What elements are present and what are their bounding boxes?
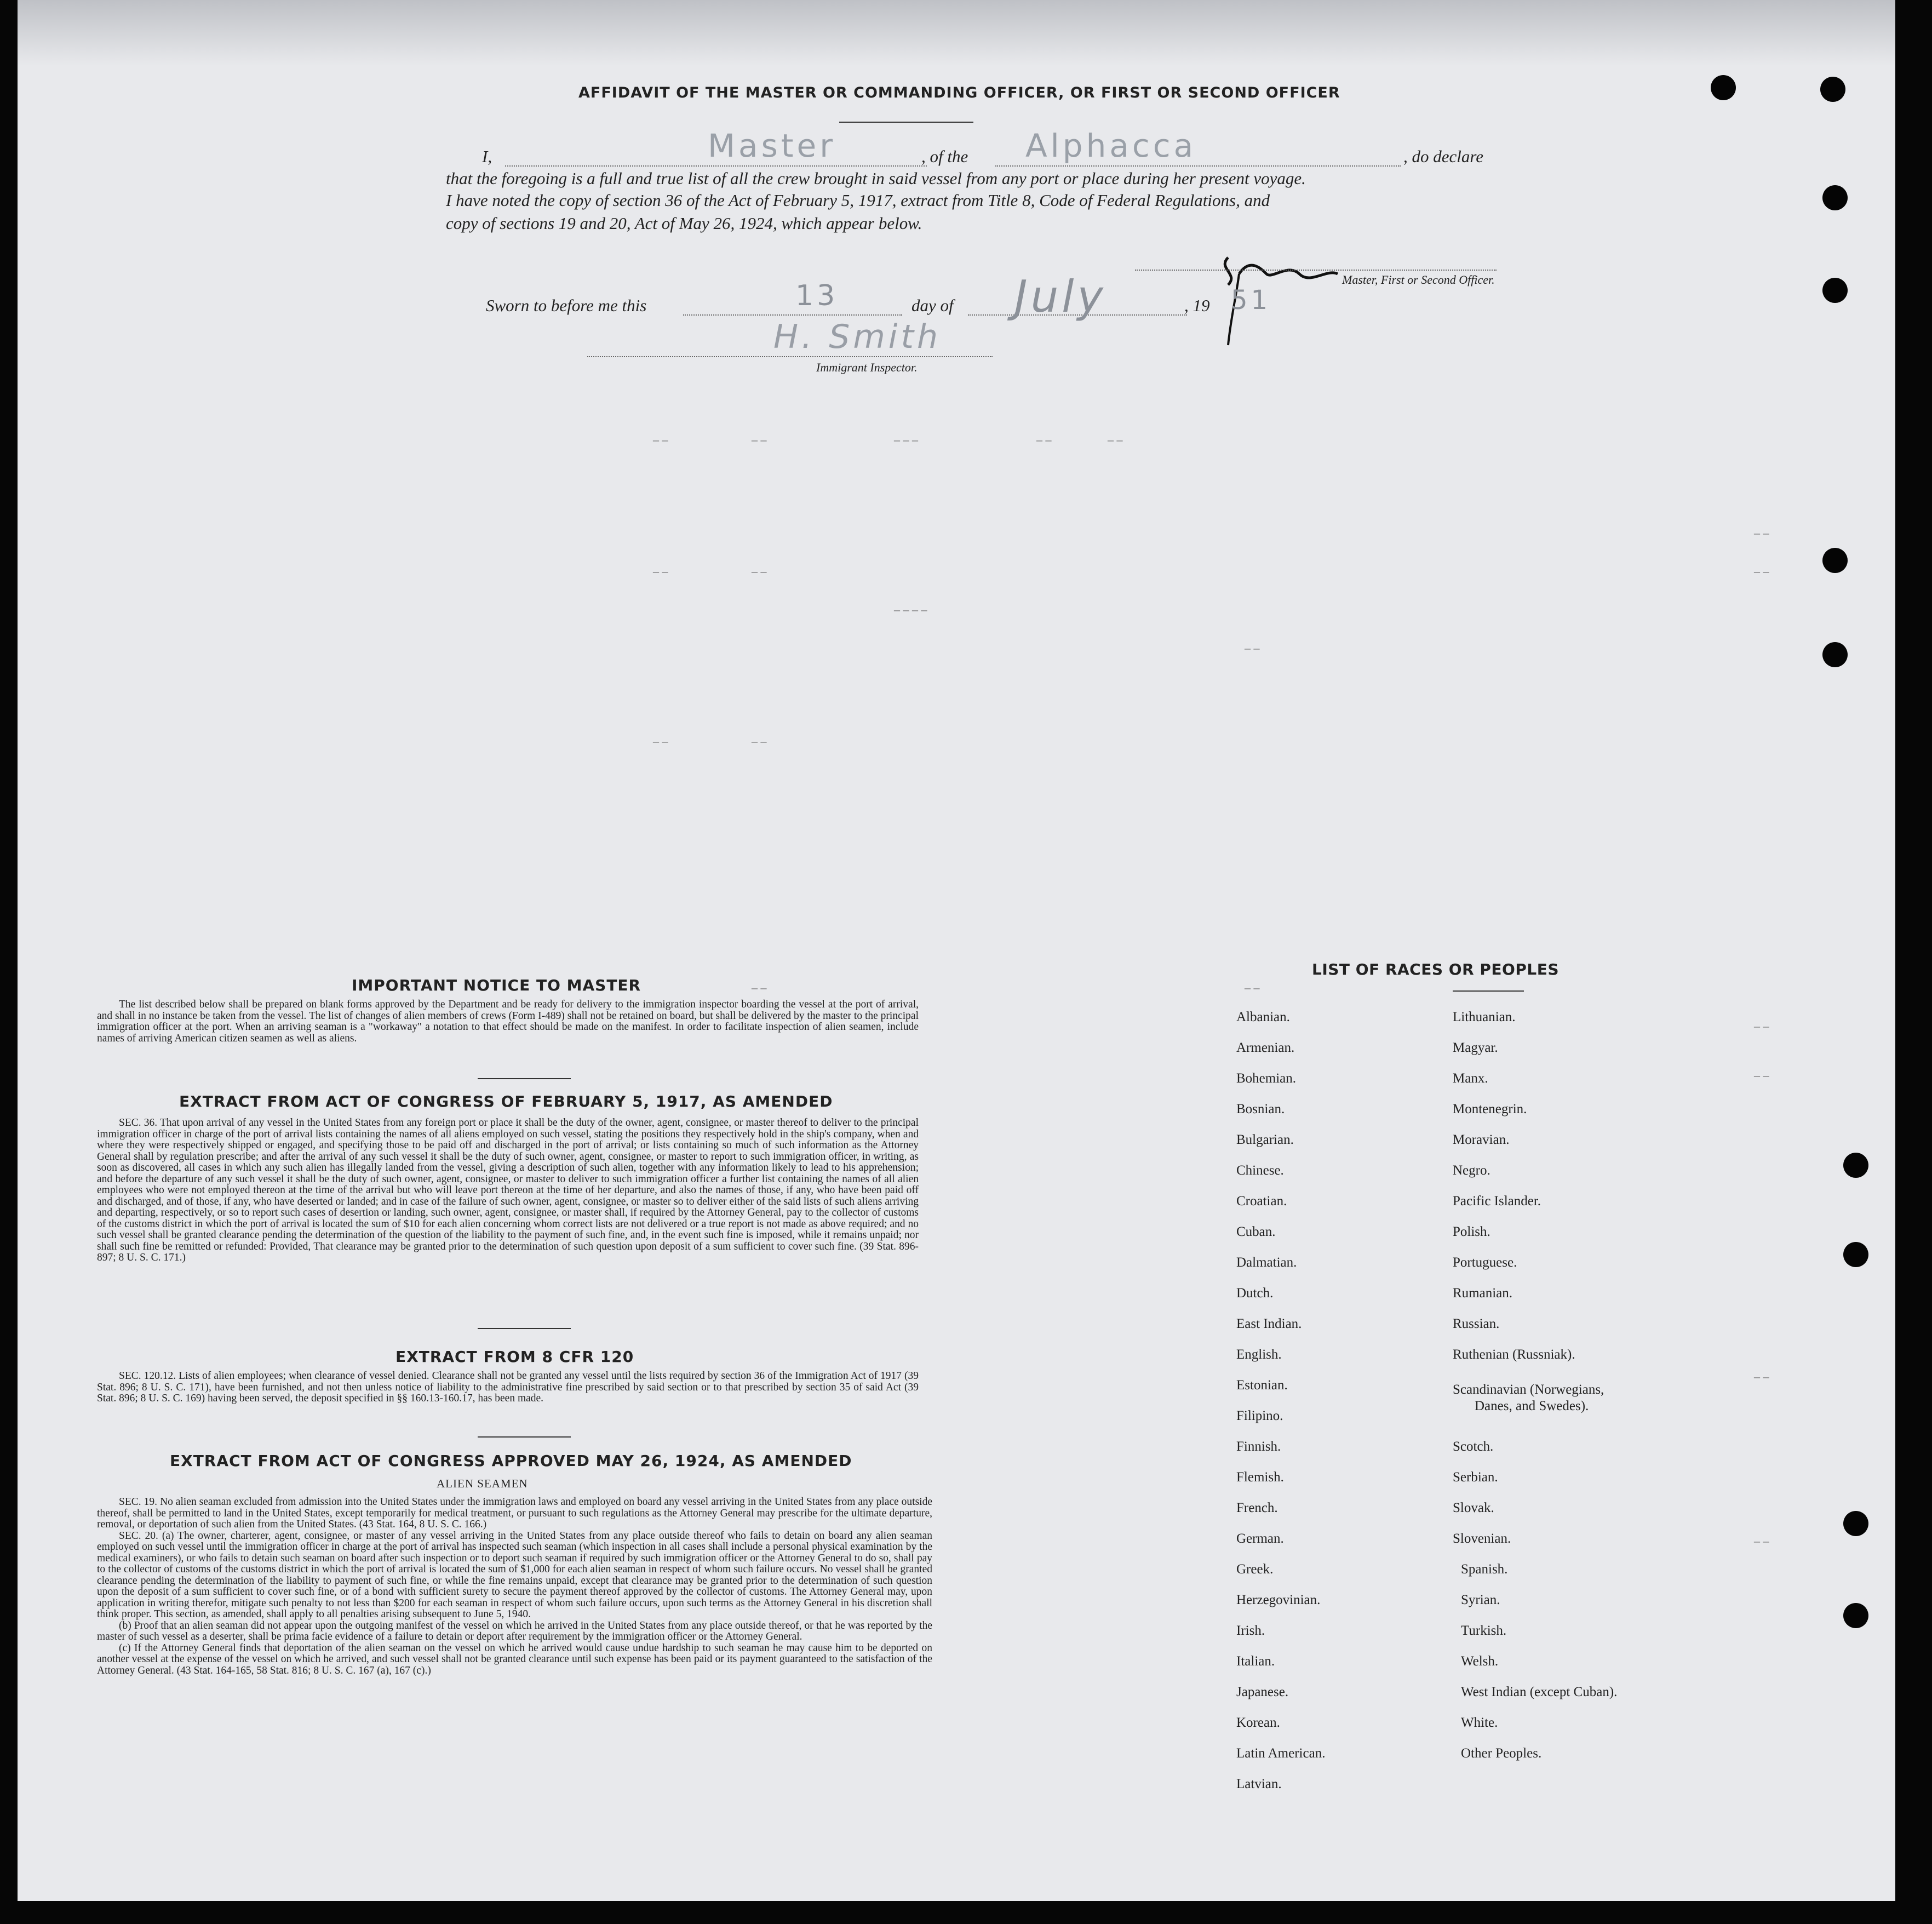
bleed-mark: – – xyxy=(653,433,668,446)
race-left-item: Albanian. xyxy=(1236,1010,1290,1024)
race-left-item: German. xyxy=(1236,1531,1284,1546)
race-right-item: Montenegrin. xyxy=(1453,1102,1527,1116)
race-left-item: English. xyxy=(1236,1347,1282,1362)
race-right-item: Welsh. xyxy=(1461,1654,1499,1669)
bleed-mark: – – xyxy=(1245,981,1260,994)
race-left-item: East Indian. xyxy=(1236,1316,1302,1331)
extract-1917-title: EXTRACT FROM ACT OF CONGRESS OF FEBRUARY 5, 1917, AS AMENDED xyxy=(179,1092,833,1110)
race-right-item: Slovenian. xyxy=(1453,1531,1511,1546)
notice-text: The list described below shall be prepared on blank forms approved by the Department and be ready for delivery to the immigration inspector boarding the vessel at the port of arrival, and shall in no instance be taken from the vessel. The list of changes of alien members of crews (Form I-489) shall not be retained on board, but shall be delivered by the master to the principal immigration officer at the port. When an arriving seaman is a "workaway" a notation to that effect should be made on the manifest. In order to facilitate inspection of alien seamen, include names of arriving American citizen seamen as well as aliens. xyxy=(97,999,919,1044)
race-left-item: Bohemian. xyxy=(1236,1071,1297,1086)
of-the-label: , of the xyxy=(921,147,968,166)
race-left-item: Flemish. xyxy=(1236,1470,1284,1485)
race-right-item: Ruthenian (Russniak). xyxy=(1453,1347,1575,1362)
year-prefix: , 19 xyxy=(1184,296,1210,315)
bleed-mark: – – xyxy=(752,981,767,994)
punch-hole xyxy=(1822,642,1848,667)
race-right-item: White. xyxy=(1461,1715,1498,1730)
bleed-mark: – – xyxy=(1754,526,1769,540)
race-right-item: Pacific Islander. xyxy=(1453,1194,1541,1209)
sec-20a-text: SEC. 20. (a) The owner, charterer, agent, consignee, or master of any vessel arriving in the United States from any place outside thereof who fails to detain on board any alien seaman employed on such vessel until the immigration officer in charge at the port of arrival has inspected such seaman (which inspection in all cases shall include a personal physical examination by the medical examiners), or who fails to detain such seaman on board after such inspection or to deport such seaman if required by such immigration officer or the Attorney General to do so, shall pay to the collector of customs of the customs district in which the port of arrival is located the sum of $1,000 for each alien seaman in respect of whom such failure occurs. No vessel shall be granted clearance pending the determination of the liability to payment of such fine, or while the fine remains unpaid, except that clearance may be granted prior to the determination of such question upon the deposit of a sum sufficient to cover such fine, or of a bond with sufficient surety to secure the payment thereof approved by the collector of customs. The Attorney General may, upon application in writing therefor, mitigate such penalty to not less than $200 for each seaman in respect of whom such failure occurs, upon such terms as the Attorney General in his discretion shall think proper. This section, as amended, shall apply to all penalties arising subsequent to June 5, 1940. xyxy=(97,1530,932,1620)
extract-cfr-text: SEC. 120.12. Lists of alien employees; when clearance of vessel denied. Clearance shall not be granted any vessel until the lists required by section 36 of the Immigration Act of 1917 (39 Stat. 896; 8 U. S. C. 171), have been furnished, and not then unless notice of liability to the administrative fine prescribed by said section or to that prescribed by section 35 of said Act (39 Stat. 896; 8 U. S. C. 169) having been served, the deposit specified in §§ 160.13-160.17, has been made. xyxy=(97,1370,919,1404)
sworn-day-handwritten: 13 xyxy=(795,279,839,312)
notice-title: IMPORTANT NOTICE TO MASTER xyxy=(352,976,641,994)
races-divider xyxy=(1453,990,1524,992)
extract-1917-divider xyxy=(478,1328,571,1329)
sworn-month-handwritten: July xyxy=(1014,271,1107,322)
race-right-item: Syrian. xyxy=(1461,1593,1500,1607)
race-left-item: Filipino. xyxy=(1236,1408,1283,1423)
race-right-item: Scotch. xyxy=(1453,1439,1494,1454)
races-title: LIST OF RACES OR PEOPLES xyxy=(1312,960,1559,978)
master-name-handwritten: Master xyxy=(708,127,836,164)
punch-hole xyxy=(1711,75,1736,100)
race-left-item: French. xyxy=(1236,1501,1278,1515)
officer-signature-line xyxy=(1135,268,1497,271)
race-left-item: Estonian. xyxy=(1236,1378,1288,1393)
document-page xyxy=(18,0,1895,1901)
sec-20b-text: (b) Proof that an alien seaman did not appear upon the outgoing manifest of the vessel on which he arrived in the United States from any place outside thereof, or that he was reported by the master of such vessel as a deserter, shall be prima facie evidence of a failure to detain or deport after requirement by the immigration officer or the Attorney General. xyxy=(97,1619,932,1642)
punch-hole xyxy=(1822,278,1848,303)
affidavit-line-4: copy of sections 19 and 20, Act of May 26, 1924, which appear below. xyxy=(446,214,922,233)
punch-hole xyxy=(1843,1511,1868,1536)
extract-1924-subtitle: ALIEN SEAMEN xyxy=(437,1477,528,1490)
extract-cfr-divider xyxy=(478,1436,571,1438)
year-suffix-handwritten: 51 xyxy=(1231,285,1271,316)
race-left-item: Cuban. xyxy=(1236,1224,1276,1239)
notice-divider xyxy=(478,1078,571,1079)
extract-cfr-body xyxy=(97,1371,919,1405)
bleed-mark: – – xyxy=(1036,433,1052,446)
punch-hole xyxy=(1820,77,1845,102)
race-left-item: Chinese. xyxy=(1236,1163,1284,1178)
affidavit-line-3: I have noted the copy of section 36 of the Act of February 5, 1917, extract from Title 8, Code of Federal Regulations, and xyxy=(446,191,1270,210)
race-left-item: Greek. xyxy=(1236,1562,1274,1577)
bleed-mark: – – xyxy=(752,564,767,578)
sworn-label: Sworn to before me this xyxy=(486,296,647,315)
race-left-item: Finnish. xyxy=(1236,1439,1281,1454)
vessel-name-line xyxy=(995,164,1401,167)
race-right-item: Scandinavian (Norwegians, xyxy=(1453,1382,1604,1397)
punch-hole xyxy=(1822,548,1848,573)
bleed-mark: – – xyxy=(653,564,668,578)
bleed-mark: – – xyxy=(1754,1068,1769,1082)
bleed-mark: – – – – xyxy=(894,603,927,616)
extract-1924-body xyxy=(97,1497,932,1676)
race-left-item: Latvian. xyxy=(1236,1777,1282,1791)
affidavit-line-2: that the foregoing is a full and true list of all the crew brought in said vessel from any port or place during her present voyage. xyxy=(446,169,1306,188)
race-right-item: Polish. xyxy=(1453,1224,1490,1239)
bleed-mark: – – xyxy=(752,433,767,446)
sec-20c-text: (c) If the Attorney General finds that deportation of the alien seaman on the vessel on which he arrived would cause undue hardship to such seaman he may cause him to be deported on another vessel at the expense of the vessel on which he arrived, and such vessel shall not be granted clearance until such expense has been paid or its payment guaranteed to the satisfaction of the Attorney General. (43 Stat. 164-165, 58 Stat. 816; 8 U. S. C. 167 (a), 167 (c).) xyxy=(97,1642,932,1676)
race-right-item: Portuguese. xyxy=(1453,1255,1517,1270)
inspector-signature: H. Smith xyxy=(773,318,942,356)
affidavit-title: AFFIDAVIT OF THE MASTER OR COMMANDING OFFICER, OR FIRST OR SECOND OFFICER xyxy=(578,84,1340,101)
race-left-item: Bulgarian. xyxy=(1236,1132,1294,1147)
master-name-line xyxy=(505,164,927,167)
bleed-mark: – – xyxy=(1754,564,1769,578)
race-right-item: Magyar. xyxy=(1453,1040,1498,1055)
bleed-mark: – – xyxy=(653,734,668,748)
race-left-item: Italian. xyxy=(1236,1654,1275,1669)
day-of-label: day of xyxy=(911,296,954,315)
race-right-item: Danes, and Swedes). xyxy=(1475,1399,1589,1413)
race-left-item: Dalmatian. xyxy=(1236,1255,1297,1270)
race-right-item: Other Peoples. xyxy=(1461,1746,1542,1761)
extract-1917-body xyxy=(97,1118,919,1264)
race-right-item: Manx. xyxy=(1453,1071,1488,1086)
race-right-item: Slovak. xyxy=(1453,1501,1494,1515)
i-label: I, xyxy=(482,147,492,166)
race-left-item: Korean. xyxy=(1236,1715,1280,1730)
do-declare-label: , do declare xyxy=(1403,147,1484,166)
sworn-day-line xyxy=(683,313,902,316)
bleed-mark: – – xyxy=(752,734,767,748)
punch-hole xyxy=(1843,1153,1868,1178)
extract-1917-text: SEC. 36. That upon arrival of any vessel in the United States from any foreign port or place it shall be the duty of the owner, agent, consignee, or master thereof to deliver to the principal immigration officer in charge of the port of arrival lists containing the names of all aliens employed on such vessel, stating the positions they respectively hold in the ship's company, when and where they were respectively shipped or engaged, and specifying those to be paid off and discharged in the port of arrival; or lists containing so much of such information as the Attorney General shall by regulation prescribe; and after the arrival of any such vessel it shall be the duty of such owner, agent, consignee, or master to report to such immigration officer, in writing, as soon as discovered, all cases in which any such alien has illegally landed from the vessel, giving a description of such alien, together with any information likely to lead to his apprehension; and before the departure of any such vessel it shall be the duty of such owner, agent, consignee, or master to deliver to such immigration officer a further list containing the names of all alien employees who were not employed thereon at the time of the arrival but who will leave port thereon at the time of her departure, and also the names of those, if any, who have been paid off and discharged, and of those, if any, who have deserted or landed; and in case of the failure of such owner, agent, consignee, or master so to deliver either of the said lists of such aliens arriving and departing, respectively, or so to report such cases of desertion or landing, such owner, agent, consignee, or master shall, if required by the Attorney General, pay to the collector of customs of the customs district in which the port of arrival is located the sum of $10 for each alien concerning whom correct lists are not delivered or a true report is not made as above required; and no such vessel shall be granted clearance pending the determination of the question of the liability to the payment of such fine, and, in the event such fine is imposed, while it remains unpaid; nor shall such fine be remitted or refunded: Provided, That clearance may be granted prior to the determination of such question upon deposit of a sum sufficient to cover such fine. (39 Stat. 896-897; 8 U. S. C. 171.) xyxy=(97,1117,919,1263)
notice-body xyxy=(97,999,919,1044)
race-right-item: Turkish. xyxy=(1461,1623,1507,1638)
race-left-item: Dutch. xyxy=(1236,1286,1274,1301)
bleed-mark: – – xyxy=(1754,1019,1769,1033)
race-left-item: Latin American. xyxy=(1236,1746,1326,1761)
officer-caption: Master, First or Second Officer. xyxy=(1342,273,1495,287)
bleed-mark: – – xyxy=(1754,1370,1769,1383)
bleed-mark: – – xyxy=(1754,1534,1769,1548)
vessel-name-handwritten: Alphacca xyxy=(1025,127,1197,164)
sec-19-text: SEC. 19. No alien seaman excluded from admission into the United States under the immigration laws and employed on board any vessel arriving in the United States from any place outside thereof, shall be permitted to land in the United States, except temporarily for medical treatment, or pursuant to such regulations as the Attorney General may prescribe for the ultimate departure, removal, or deportation of such alien from the United States. (43 Stat. 164, 8 U. S. C. 166.) xyxy=(97,1496,932,1530)
extract-cfr-title: EXTRACT FROM 8 CFR 120 xyxy=(395,1348,634,1366)
title-divider xyxy=(839,122,973,123)
race-left-item: Croatian. xyxy=(1236,1194,1287,1209)
top-shadow xyxy=(18,0,1895,66)
race-right-item: Negro. xyxy=(1453,1163,1490,1178)
bleed-mark: – – xyxy=(1245,641,1260,655)
race-left-item: Bosnian. xyxy=(1236,1102,1285,1116)
punch-hole xyxy=(1843,1603,1868,1628)
race-left-item: Irish. xyxy=(1236,1623,1265,1638)
race-right-item: Serbian. xyxy=(1453,1470,1498,1485)
race-right-item: Rumanian. xyxy=(1453,1286,1513,1301)
race-right-item: Spanish. xyxy=(1461,1562,1508,1577)
race-right-item: Lithuanian. xyxy=(1453,1010,1516,1024)
extract-1924-title: EXTRACT FROM ACT OF CONGRESS APPROVED MAY 26, 1924, AS AMENDED xyxy=(170,1452,852,1470)
bleed-mark: – – – xyxy=(894,433,918,446)
inspector-caption: Immigrant Inspector. xyxy=(816,360,918,374)
race-left-item: Armenian. xyxy=(1236,1040,1295,1055)
bleed-mark: – – xyxy=(1108,433,1123,446)
race-left-item: Japanese. xyxy=(1236,1685,1289,1699)
punch-hole xyxy=(1822,185,1848,210)
punch-hole xyxy=(1843,1242,1868,1267)
race-right-item: West Indian (except Cuban). xyxy=(1461,1685,1618,1699)
race-right-item: Moravian. xyxy=(1453,1132,1510,1147)
race-right-item: Russian. xyxy=(1453,1316,1500,1331)
race-left-item: Herzegovinian. xyxy=(1236,1593,1321,1607)
